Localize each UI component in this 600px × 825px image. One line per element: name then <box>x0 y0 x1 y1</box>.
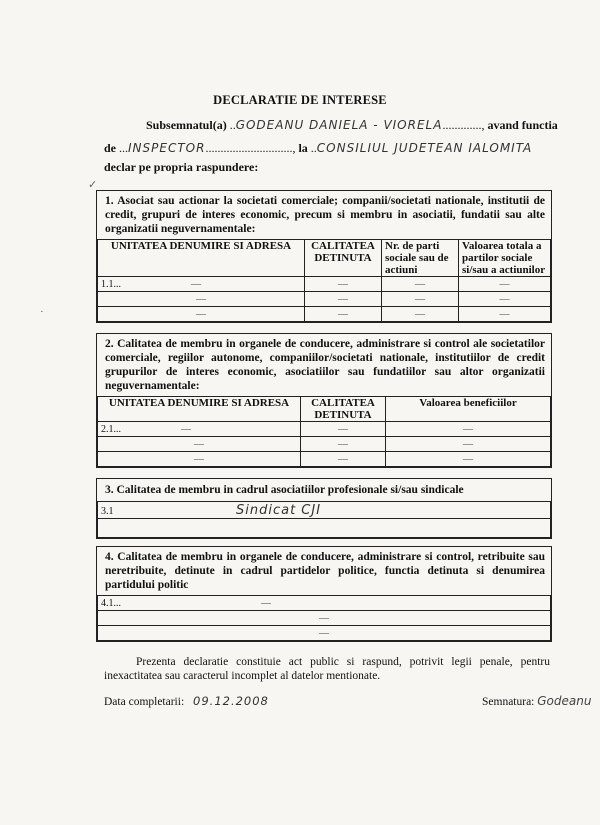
section-1-table <box>97 239 551 322</box>
subsemnatul-label: Subsemnatul(a) <box>146 118 227 132</box>
section-3 <box>96 478 552 539</box>
s1-row-label: 1.1... <box>101 278 121 290</box>
table-row: — — — <box>98 437 551 452</box>
table-row: — — — — <box>98 307 551 322</box>
scan-mark: · <box>40 306 44 318</box>
table-row: — — — — <box>98 292 551 307</box>
section-2 <box>96 333 552 468</box>
s2-col-unitatea: UNITATEA DENUMIRE SI ADRESA <box>98 397 301 422</box>
institution-field[interactable]: CONSILIUL JUDETEAN IALOMITA <box>316 141 533 155</box>
table-row: — — — <box>98 452 551 467</box>
s3-row-label: 3.1 <box>101 505 114 517</box>
s4-row-label: 4.1... <box>101 597 121 609</box>
section-4-heading: 4. Calitatea de membru in organele de conducere, administrare si control, retribuite sau neretribuite, detinute in cadrul partidelor politice, functia detinuta si denumirea partidului politic <box>105 551 545 591</box>
signature-label: Semnatura: <box>482 696 535 708</box>
declar-text: declar pe propria raspundere: <box>104 160 259 174</box>
date-block <box>104 694 269 708</box>
s1-col-valoare: Valoarea totala a partilor sociale si/sau a actiunilor <box>459 240 551 277</box>
de-label: de <box>104 141 116 155</box>
table-row: 4.1... — <box>98 596 551 611</box>
section-3-table <box>97 501 551 538</box>
name-field[interactable]: GODEANU DANIELA - VIORELA <box>235 118 443 132</box>
table-row: 2.1... — — — <box>98 422 551 437</box>
section-4-table <box>97 595 551 641</box>
table-row: 1.1... — — — — <box>98 277 551 292</box>
intro-line-1: Subsemnatul(a) ..GODEANU DANIELA - VIORELA............., avand functia <box>146 118 558 132</box>
s2-row-label: 2.1... <box>101 423 121 435</box>
footer-statement: Prezenta declaratie constituie act public si raspund, potrivit legii penale, pentru inexactitatea sau caracterul incomplet al datelor mentionate. <box>104 656 550 682</box>
scan-mark: ✓ <box>88 179 98 191</box>
table-row <box>98 519 551 538</box>
table-row: — <box>98 611 551 626</box>
date-label: Data completarii: <box>104 696 185 708</box>
section-3-heading: 3. Calitatea de membru in cadrul asociatiilor profesionale si/sau sindicale <box>105 484 464 496</box>
table-row <box>98 502 551 519</box>
date-field[interactable]: 09.12.2008 <box>193 694 269 708</box>
function-field[interactable]: INSPECTOR <box>128 141 206 155</box>
section-4 <box>96 546 552 642</box>
s1-col-unitatea: UNITATEA DENUMIRE SI ADRESA <box>98 240 305 277</box>
la-label: la <box>298 141 308 155</box>
section-2-table <box>97 396 551 467</box>
s2-col-calitatea: CALITATEA DETINUTA <box>301 397 386 422</box>
s3-row-value[interactable]: Sindicat CJI <box>236 502 322 518</box>
section-2-heading: 2. Calitatea de membru in organele de conducere, administrare si control ale societatilor comerciale, regiilor autonome, companiilor/societati nationale, institutiilor de credit grupurilor de interes economic, asociatiilor sau fundatiilor sau altor organizatii neguvernamentale: <box>105 338 545 392</box>
intro-line-2: de ...INSPECTOR............................., la ..CONSILIUL JUDETEAN IALOMITA <box>104 141 533 155</box>
table-row: — <box>98 626 551 641</box>
s1-col-parti: Nr. de parti sociale sau de actiuni <box>382 240 459 277</box>
avand-functia-label: avand functia <box>487 118 558 132</box>
s2-col-valoare: Valoarea beneficiilor <box>386 397 551 422</box>
signature-field[interactable]: Godeanu <box>537 694 592 708</box>
section-1-heading: 1. Asociat sau actionar la societati comerciale; companii/societati nationale, institutii de credit, grupuri de interes economic, precum si membru in asociatii, fundatii sau alte organizatii neguvernamentale: <box>105 195 545 235</box>
s1-col-calitatea: CALITATEA DETINUTA <box>305 240 382 277</box>
document-title: DECLARATIE DE INTERESE <box>213 93 387 107</box>
section-1 <box>96 190 552 323</box>
signature-block <box>482 694 591 708</box>
